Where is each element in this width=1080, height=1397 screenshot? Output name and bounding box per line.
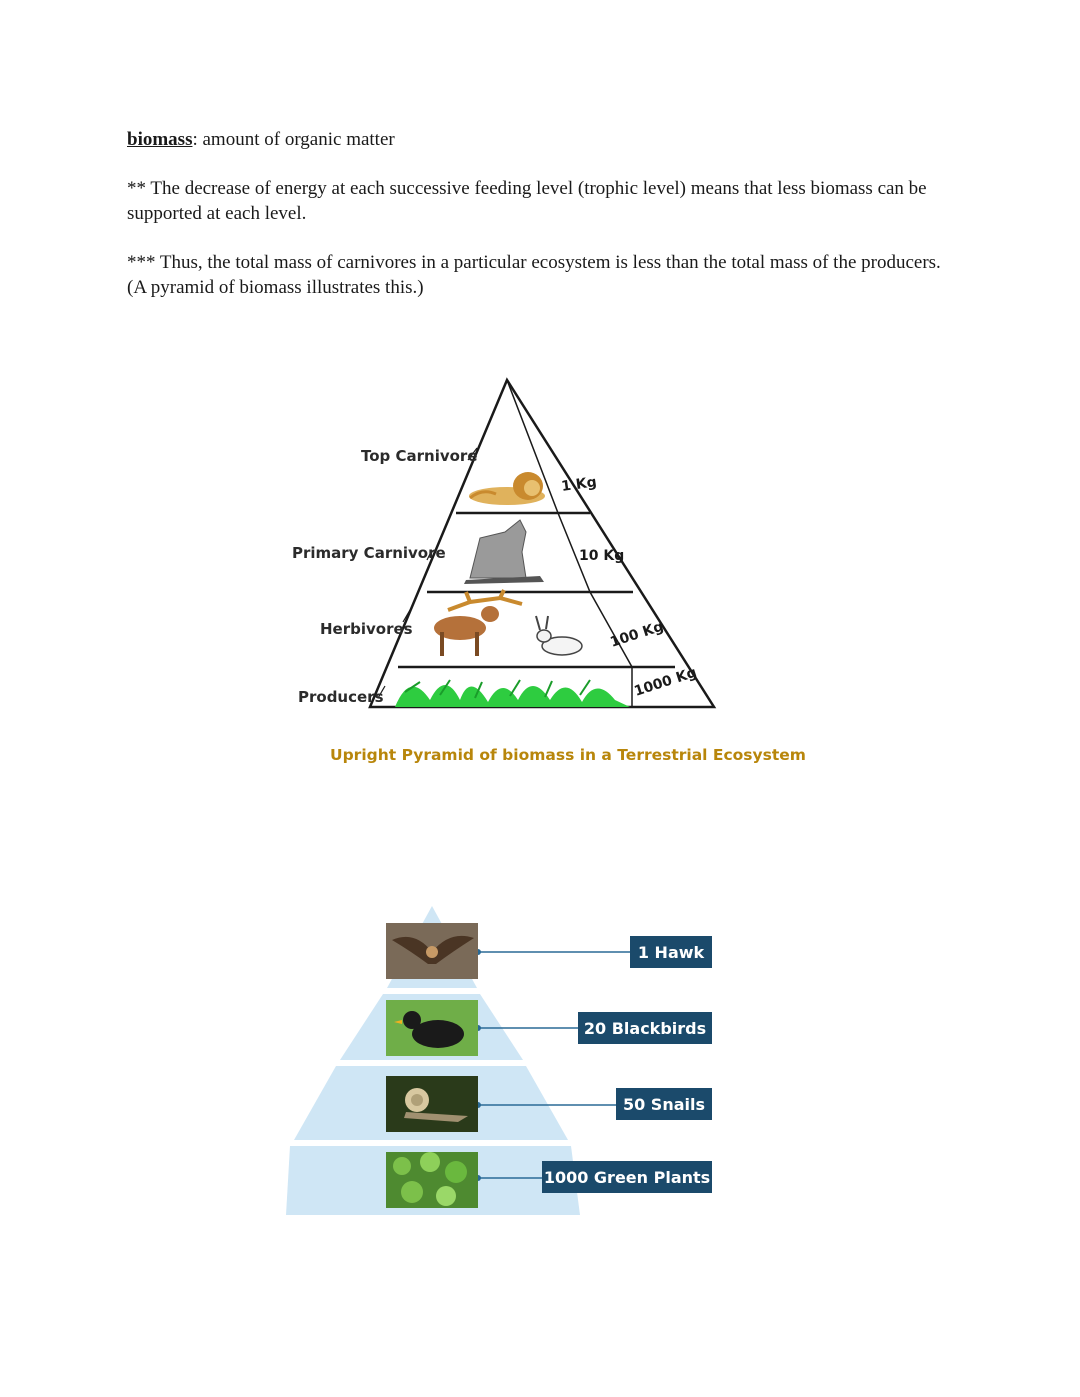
label-green-plants [542, 1161, 712, 1193]
biomass-pyramid-figure [270, 370, 770, 720]
label-snails [616, 1088, 712, 1120]
paragraph-energy-decrease: ** The decrease of energy at each successive feeding level (trophic level) means that less biomass can be supported at each level. [127, 178, 927, 224]
label-blackbirds [578, 1012, 712, 1044]
svg-text:1000 Green Plants: 1000 Green Plants [543, 1168, 711, 1187]
term-biomass: biomass [127, 129, 193, 150]
paragraph-carnivore-mass: *** Thus, the total mass of carnivores in a particular ecosystem is less than the total mass of the producers. (A pyramid of biomass illustrates this.) [127, 252, 941, 298]
definition-text: : amount of organic matter [192, 129, 395, 150]
svg-text:1 Hawk: 1 Hawk [637, 943, 705, 962]
biomass-pyramid-caption: Upright Pyramid of biomass in a Terrestrial Ecosystem [330, 746, 806, 764]
numbers-pyramid-figure [280, 900, 720, 1220]
mass-label-producers: 1000 Kg [632, 664, 699, 700]
level-label-herbivores: Herbivores [320, 620, 413, 638]
mass-label-herbivores: 100 Kg [608, 618, 666, 651]
level-label-top-carnivore: Top Carnivore [361, 447, 478, 465]
hawk-icon [386, 923, 478, 979]
label-hawk [630, 936, 712, 968]
svg-text:50 Snails: 50 Snails [622, 1095, 706, 1114]
mass-label-primary: 10 Kg [579, 548, 625, 564]
snail-icon [386, 1076, 478, 1132]
plants-photo-icon [386, 1152, 478, 1208]
definition-line [127, 128, 957, 153]
level-label-producers: Producers [298, 688, 384, 706]
svg-text:20 Blackbirds: 20 Blackbirds [583, 1019, 707, 1038]
level-label-primary-carnivore: Primary Carnivore [292, 544, 446, 562]
blackbird-icon [386, 1000, 478, 1056]
mass-label-top: 1 Kg [560, 474, 598, 495]
